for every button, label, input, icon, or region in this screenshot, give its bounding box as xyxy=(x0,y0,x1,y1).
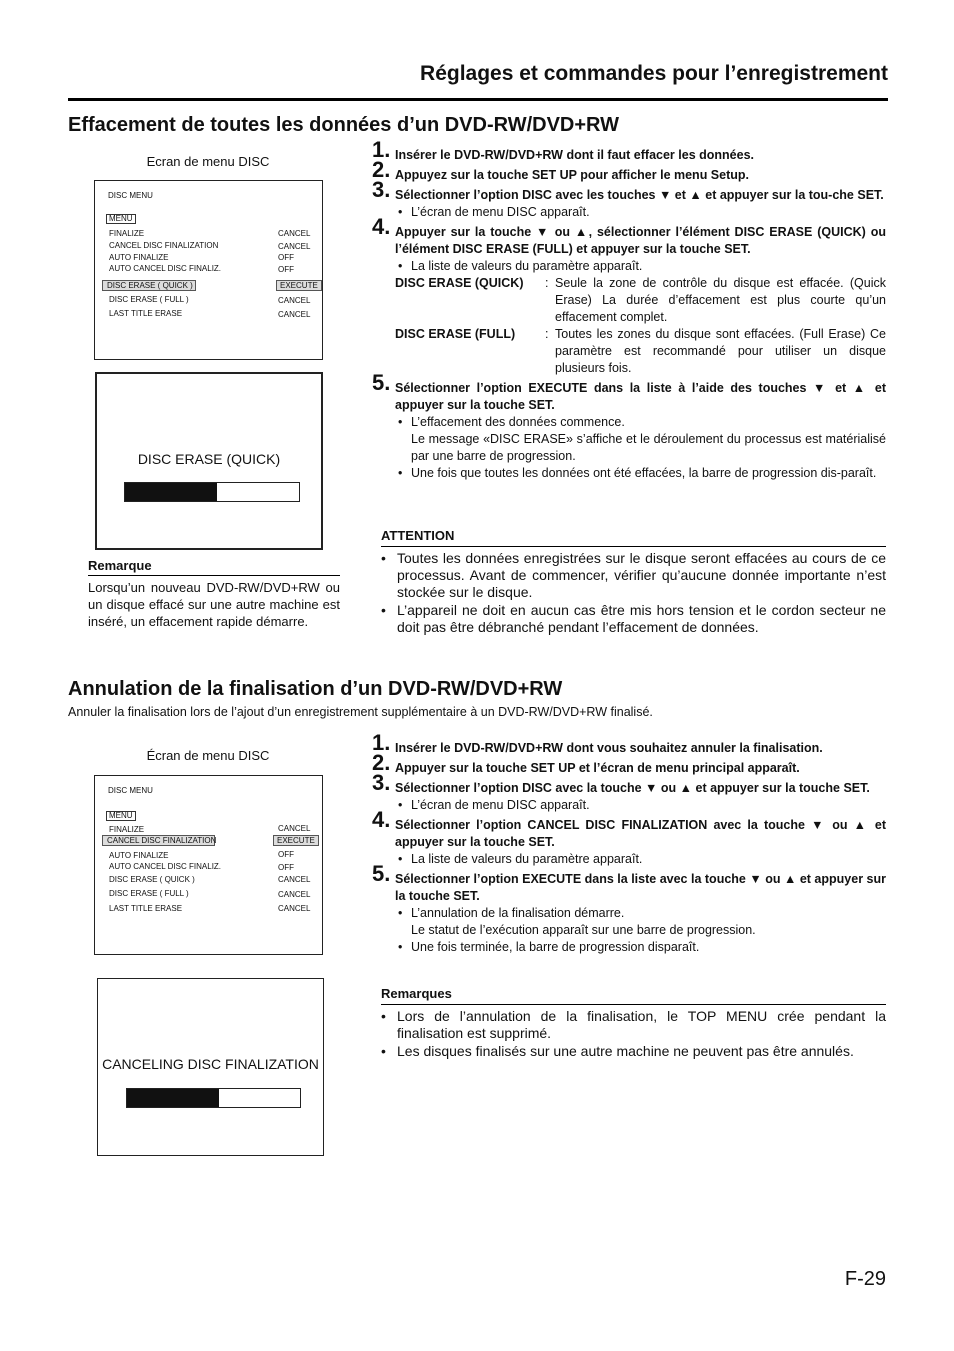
remarks-title: Remarques xyxy=(381,985,886,1005)
menu-row-label: DISC ERASE ( FULL ) xyxy=(109,889,189,898)
step-text: Sélectionner l’option EXECUTE dans la liste à l’aide des touches ▼ et ▲ et appuyer sur la touche SET. xyxy=(395,381,886,412)
progress-bar xyxy=(124,482,300,502)
menu-title: DISC MENU xyxy=(108,191,153,200)
menu-row-label: CANCEL DISC FINALIZATION xyxy=(109,241,219,250)
definition-desc: Seule la zone de contrôle du disque est effacée. (Quick Erase) La durée d’effacement est plus courte qu’un effacement complet. xyxy=(555,276,886,324)
step xyxy=(372,157,886,184)
menu-row-value: CANCEL xyxy=(278,242,311,251)
step-bullet-continuation: Le statut de l’exécution apparaît sur une barre de progression. xyxy=(411,923,756,937)
step-text: Appuyez sur la touche SET UP pour afficher le menu Setup. xyxy=(395,168,749,182)
section2-disc-menu-screen xyxy=(94,775,323,955)
menu-row-value: CANCEL xyxy=(278,824,311,833)
step-number: 4. xyxy=(372,807,391,832)
menu-tag: MENU xyxy=(106,811,136,821)
menu-row-value: OFF xyxy=(278,265,294,274)
progress-label: CANCELING DISC FINALIZATION xyxy=(102,1056,319,1072)
note-rule xyxy=(88,575,340,576)
step-bullet: • L’effacement des données commence. xyxy=(395,414,886,431)
definition-list xyxy=(395,275,886,377)
menu-row-value: CANCEL xyxy=(278,904,311,913)
step-text: Insérer le DVD-RW/DVD+RW dont il faut effacer les données. xyxy=(395,148,754,162)
definition-term: DISC ERASE (QUICK) xyxy=(395,276,524,290)
section2-title: Annulation de la finalisation d’un DVD-RW/DVD+RW xyxy=(68,678,563,700)
progress-bar xyxy=(126,1088,301,1108)
step-text: Insérer le DVD-RW/DVD+RW dont vous souhaitez annuler la finalisation. xyxy=(395,741,823,755)
menu-row-value: OFF xyxy=(278,253,294,262)
step-bullet: • L’écran de menu DISC apparaît. xyxy=(395,204,886,221)
step-bullet-continuation: Le message «DISC ERASE» s’affiche et le déroulement du processus est matérialisé par une barre de progression. xyxy=(411,432,886,463)
step-text: Appuyer sur la touche ▼ ou ▲, sélectionner l’élément DISC ERASE (QUICK) ou l’élément DISC ERASE (FULL) et appuyer sur la touche SET. xyxy=(395,225,886,256)
step-number: 2. xyxy=(372,157,391,182)
step xyxy=(372,750,886,777)
menu-row-value: CANCEL xyxy=(278,875,311,884)
step-bullet: • Une fois terminée, la barre de progression disparaît. xyxy=(395,939,886,956)
attention-item: • L’appareil ne doit en aucun cas être mis hors tension et le cordon secteur ne doit pas être débranché pendant l’effacement de données. xyxy=(381,602,886,636)
step-text: Sélectionner l’option DISC avec la touche ▼ ou ▲ et appuyer sur la touche SET. xyxy=(395,781,870,795)
menu-value-selected[interactable]: EXECUTE xyxy=(273,835,319,846)
step-number: 1. xyxy=(372,137,391,162)
menu-title: DISC MENU xyxy=(108,786,153,795)
remark-item: • Les disques finalisés sur une autre machine ne peuvent pas être annulés. xyxy=(381,1043,886,1060)
progress-fill xyxy=(127,1089,219,1107)
section2-menu-caption: Écran de menu DISC xyxy=(146,748,270,763)
step xyxy=(372,370,886,482)
menu-row-selected[interactable]: CANCEL DISC FINALIZATION xyxy=(102,835,215,846)
step-bullet: • La liste de valeurs du paramètre apparaît. xyxy=(395,258,886,275)
menu-row-label: LAST TITLE ERASE xyxy=(109,904,183,913)
section2-steps xyxy=(372,730,886,959)
menu-tag: MENU xyxy=(106,214,136,224)
menu-row-value: CANCEL xyxy=(278,229,311,238)
step-number: 3. xyxy=(372,770,391,795)
menu-row-value: OFF xyxy=(278,863,294,872)
step-text: Appuyer sur la touche SET UP et l’écran de menu principal apparaît. xyxy=(395,761,800,775)
progress-fill xyxy=(125,483,217,501)
step xyxy=(372,861,886,956)
attention-item: • Toutes les données enregistrées sur le disque seront effacées au cours de ce processus. Avant de commencer, vérifier qu’aucune donnée importante n’est stockée sur le disque. xyxy=(381,550,886,601)
section1-progress-screen xyxy=(95,372,323,550)
menu-row-label: AUTO CANCEL DISC FINALIZ. xyxy=(109,264,222,273)
definition-separator: : xyxy=(545,327,549,341)
step-text: Sélectionner l’option EXECUTE dans la liste avec la touche ▼ ou ▲ et appuyer sur la touche SET. xyxy=(395,872,886,903)
step-text: Sélectionner l’option DISC avec les touches ▼ et ▲ et appuyer sur la tou-che SET. xyxy=(395,188,884,202)
step-number: 2. xyxy=(372,750,391,775)
menu-row-label: AUTO FINALIZE xyxy=(109,253,169,262)
section1-steps xyxy=(372,137,886,485)
step-number: 1. xyxy=(372,730,391,755)
step-bullet: • Une fois que toutes les données ont été effacées, la barre de progression dis-paraît. xyxy=(395,465,886,482)
step-number: 5. xyxy=(372,370,391,395)
definition-term: DISC ERASE (FULL) xyxy=(395,327,516,341)
section1-attention xyxy=(381,527,886,637)
step xyxy=(372,177,886,221)
step-bullet: • L’écran de menu DISC apparaît. xyxy=(395,797,886,814)
section1-title: Effacement de toutes les données d’un DVD-RW/DVD+RW xyxy=(68,114,620,136)
header-rule xyxy=(68,98,888,101)
step xyxy=(372,807,886,868)
step xyxy=(372,214,886,377)
menu-row-selected[interactable]: DISC ERASE ( QUICK ) xyxy=(102,280,196,291)
section1-menu-caption: Ecran de menu DISC xyxy=(146,154,270,169)
attention-title: ATTENTION xyxy=(381,527,886,547)
remark-item: • Lors de l’annulation de la finalisation, le TOP MENU crée pendant la finalisation est supprimé. xyxy=(381,1008,886,1042)
menu-row-value: CANCEL xyxy=(278,890,311,899)
definition-desc: Toutes les zones du disque sont effacées. (Full Erase) Ce paramètre est recommandé pour utiliser un disque plusieurs fois. xyxy=(555,327,886,375)
section1-note-text: Lorsqu’un nouveau DVD-RW/DVD+RW ou un disque effacé sur une autre machine est inséré, un effacement rapide démarre. xyxy=(88,580,340,629)
step-number: 4. xyxy=(372,214,391,239)
menu-row-label: LAST TITLE ERASE xyxy=(109,309,183,318)
definition-separator: : xyxy=(545,276,549,290)
step-text: Sélectionner l’option CANCEL DISC FINALIZATION avec la touche ▼ ou ▲ et appuyer sur la touche SET. xyxy=(395,818,886,849)
menu-row-label: AUTO FINALIZE xyxy=(109,851,169,860)
menu-row-label: DISC ERASE ( QUICK ) xyxy=(109,875,195,884)
menu-row-label: FINALIZE xyxy=(109,229,145,238)
step-number: 3. xyxy=(372,177,391,202)
step-bullet: • L’annulation de la finalisation démarre. xyxy=(395,905,886,922)
section2-remarks xyxy=(381,985,886,1061)
section1-disc-menu-screen xyxy=(94,180,323,360)
section2-intro: Annuler la finalisation lors de l’ajout d’un enregistrement supplémentaire à un DVD-RW/DVD+RW finalisé. xyxy=(68,705,653,719)
menu-row-label: AUTO CANCEL DISC FINALIZ. xyxy=(109,862,222,871)
step-bullet: • La liste de valeurs du paramètre apparaît. xyxy=(395,851,886,868)
menu-row-label: DISC ERASE ( FULL ) xyxy=(109,295,189,304)
menu-row-value: CANCEL xyxy=(278,296,311,305)
running-header: Réglages et commandes pour l’enregistrement xyxy=(420,62,888,85)
progress-label: DISC ERASE (QUICK) xyxy=(137,451,281,467)
menu-row-value: CANCEL xyxy=(278,310,311,319)
section1-note-title: Remarque xyxy=(88,558,152,573)
step xyxy=(372,137,886,164)
page-number: F-29 xyxy=(844,1268,886,1290)
step-number: 5. xyxy=(372,861,391,886)
step xyxy=(372,770,886,814)
menu-row-value: OFF xyxy=(278,850,294,859)
step xyxy=(372,730,886,757)
menu-row-label: FINALIZE xyxy=(109,825,145,834)
menu-value-selected[interactable]: EXECUTE xyxy=(276,280,322,291)
section2-progress-screen xyxy=(97,978,324,1156)
